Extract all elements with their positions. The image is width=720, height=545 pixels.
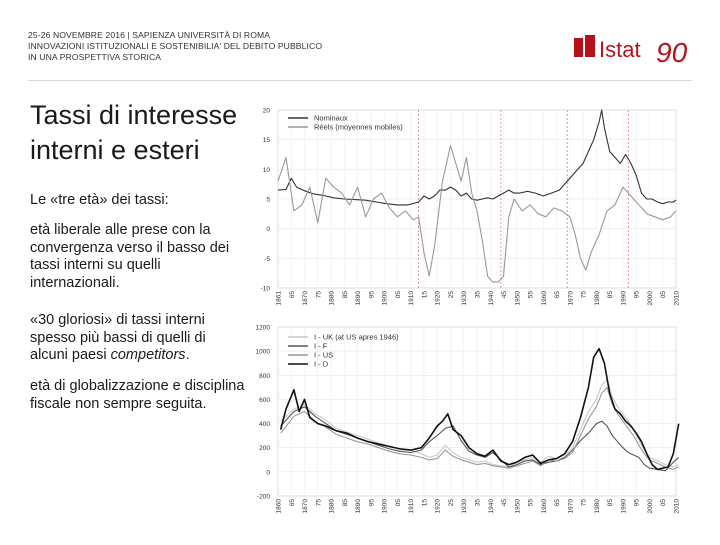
logo-number: 90 bbox=[656, 37, 688, 68]
paragraph-globalization-age: età di globalizzazione e disciplina fiscale non sempre seguita. bbox=[30, 378, 245, 412]
x-tick-label: 75 bbox=[580, 499, 588, 507]
x-tick-label: 85 bbox=[607, 499, 615, 507]
x-tick-label: 1990 bbox=[620, 291, 628, 306]
x-tick-label: 1960 bbox=[540, 291, 548, 306]
legend-label: I - US bbox=[314, 350, 334, 360]
x-tick-label: 1870 bbox=[302, 499, 310, 514]
logo-text: Istat bbox=[599, 37, 641, 62]
chart-interest-rates-svg bbox=[254, 102, 686, 314]
header-divider bbox=[28, 80, 692, 81]
series-line-3 bbox=[281, 387, 679, 469]
x-tick-label: 75 bbox=[580, 291, 588, 299]
x-tick-label: 1970 bbox=[567, 499, 575, 514]
x-tick-label: 85 bbox=[341, 291, 349, 299]
paragraph-competitors-emphasis: competitors bbox=[110, 347, 186, 363]
chart-rate-spreads-svg bbox=[254, 318, 686, 540]
header-event-line: 25-26 NOVEMBRE 2016 | SAPIENZA UNIVERSITÀ DI ROMA bbox=[28, 30, 271, 40]
x-tick-label: 2010 bbox=[673, 291, 681, 306]
legend-label: I - F bbox=[314, 341, 328, 351]
x-tick-label: 1920 bbox=[434, 291, 442, 306]
x-tick-label: 55 bbox=[527, 499, 535, 507]
x-tick-label: 65 bbox=[288, 499, 296, 507]
x-tick-label: 1940 bbox=[487, 499, 495, 514]
y-tick-label: 800 bbox=[259, 372, 270, 380]
x-tick-label: 1980 bbox=[593, 291, 601, 306]
y-tick-label: -10 bbox=[260, 285, 270, 293]
x-tick-label: 45 bbox=[501, 499, 509, 507]
x-tick-label: 45 bbox=[501, 291, 509, 299]
x-tick-label: 2000 bbox=[646, 499, 654, 514]
y-tick-label: 600 bbox=[259, 396, 270, 404]
y-tick-label: 200 bbox=[259, 445, 270, 453]
paragraph-liberal-age: età liberale alle prese con la convergenza verso il basso dei tassi interni su quelli internazionali. bbox=[30, 222, 230, 291]
y-tick-label: 20 bbox=[262, 107, 270, 115]
header-subtitle-line: IN UNA PROSPETTIVA STORICA bbox=[28, 52, 162, 62]
x-tick-label: 55 bbox=[527, 291, 535, 299]
x-tick-label: 65 bbox=[554, 499, 562, 507]
x-tick-label: 1990 bbox=[620, 499, 628, 514]
x-tick-label: 1910 bbox=[408, 499, 416, 514]
x-tick-label: 25 bbox=[447, 291, 455, 299]
x-tick-label: 1900 bbox=[381, 499, 389, 514]
x-tick-label: 75 bbox=[315, 291, 323, 299]
x-tick-label: 1880 bbox=[328, 499, 336, 514]
x-tick-label: 1920 bbox=[434, 499, 442, 514]
paragraph-glorious-thirty-text: «30 gloriosi» di tassi interni spesso più bassi di quelli di alcuni paesi bbox=[30, 312, 206, 363]
y-tick-label: 10 bbox=[262, 166, 270, 174]
chart-interest-rates bbox=[254, 102, 686, 314]
legend bbox=[288, 114, 403, 132]
x-tick-label: 1930 bbox=[461, 291, 469, 306]
slide-header bbox=[28, 30, 322, 63]
legend-label: Nominaux bbox=[314, 113, 348, 123]
y-tick-label: 5 bbox=[266, 196, 270, 204]
x-tick-label: 75 bbox=[315, 499, 323, 507]
x-tick-label: 1890 bbox=[355, 499, 363, 514]
x-tick-label: 35 bbox=[474, 291, 482, 299]
slide-title-line-1: Tassi di interesse bbox=[30, 100, 238, 130]
x-tick-label: 65 bbox=[288, 291, 296, 299]
logo-bar-2 bbox=[585, 35, 595, 57]
y-tick-label: 0 bbox=[266, 469, 270, 477]
x-tick-label: 95 bbox=[368, 291, 376, 299]
x-tick-label: 05 bbox=[394, 499, 402, 507]
legend-label: Réels (moyennes mobiles) bbox=[314, 122, 403, 132]
paragraph-glorious-thirty bbox=[30, 312, 245, 365]
x-tick-label: 1870 bbox=[302, 291, 310, 306]
legend-label: I - UK (at US apres 1946) bbox=[314, 332, 399, 342]
x-tick-label: 65 bbox=[554, 291, 562, 299]
x-tick-label: 1890 bbox=[355, 291, 363, 306]
x-tick-label: 1861 bbox=[275, 291, 283, 306]
y-tick-label: 1000 bbox=[255, 348, 270, 356]
x-tick-label: 05 bbox=[660, 291, 668, 299]
x-tick-label: 1860 bbox=[275, 499, 283, 514]
logo-bar-1 bbox=[574, 38, 583, 57]
x-tick-label: 1970 bbox=[567, 291, 575, 306]
x-tick-label: 1950 bbox=[514, 499, 522, 514]
x-tick-label: 1940 bbox=[487, 291, 495, 306]
x-tick-label: 1960 bbox=[540, 499, 548, 514]
y-tick-label: -200 bbox=[256, 493, 270, 501]
slide-title bbox=[30, 98, 260, 168]
x-tick-label: 95 bbox=[633, 499, 641, 507]
x-tick-label: 25 bbox=[447, 499, 455, 507]
x-tick-label: 1900 bbox=[381, 291, 389, 306]
x-tick-label: 95 bbox=[633, 291, 641, 299]
header-title-line: INNOVAZIONI ISTITUZIONALI E SOSTENIBILIA' DEL DEBITO PUBBLICO bbox=[28, 41, 323, 51]
x-tick-label: 15 bbox=[421, 499, 429, 507]
y-tick-label: -5 bbox=[264, 255, 270, 263]
x-tick-label: 85 bbox=[341, 499, 349, 507]
x-tick-label: 1880 bbox=[328, 291, 336, 306]
y-tick-label: 400 bbox=[259, 421, 270, 429]
x-tick-label: 2010 bbox=[673, 499, 681, 514]
y-tick-label: 0 bbox=[266, 226, 270, 234]
legend-label: I - D bbox=[314, 359, 329, 369]
x-tick-label: 85 bbox=[607, 291, 615, 299]
paragraph-three-ages: Le «tre età» dei tassi: bbox=[30, 192, 169, 208]
x-tick-label: 1950 bbox=[514, 291, 522, 306]
x-tick-label: 35 bbox=[474, 499, 482, 507]
y-tick-label: 15 bbox=[262, 137, 270, 145]
paragraph-glorious-thirty-end: . bbox=[185, 347, 190, 363]
x-tick-label: 05 bbox=[660, 499, 668, 507]
chart-rate-spreads bbox=[254, 318, 686, 540]
x-tick-label: 1980 bbox=[593, 499, 601, 514]
y-tick-label: 1200 bbox=[255, 324, 270, 332]
istat-logo-mark bbox=[574, 30, 694, 70]
x-tick-label: 2000 bbox=[646, 291, 654, 306]
slide-title-line-2: interni e esteri bbox=[30, 135, 200, 165]
x-tick-label: 95 bbox=[368, 499, 376, 507]
x-tick-label: 15 bbox=[421, 291, 429, 299]
x-tick-label: 05 bbox=[394, 291, 402, 299]
istat-logo bbox=[574, 30, 694, 70]
x-tick-label: 1930 bbox=[461, 499, 469, 514]
x-tick-label: 1910 bbox=[408, 291, 416, 306]
